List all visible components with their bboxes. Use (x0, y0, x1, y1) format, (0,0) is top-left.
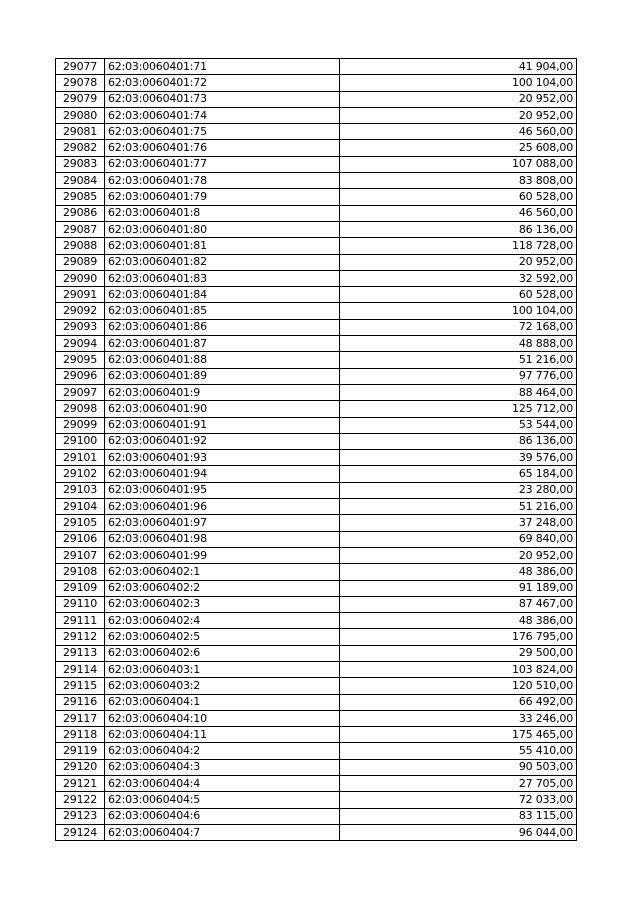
cadastral-number-cell: 62:03:0060401:78 (105, 173, 340, 189)
row-number-cell: 29108 (56, 564, 105, 580)
cadastral-number-cell: 62:03:0060401:93 (105, 450, 340, 466)
cadastral-number-cell: 62:03:0060401:87 (105, 336, 340, 352)
table-row (56, 384, 577, 400)
cadastral-number-cell: 62:03:0060402:3 (105, 596, 340, 612)
table-row (56, 287, 577, 303)
table-row (56, 221, 577, 237)
value-cell: 20 952,00 (340, 107, 577, 123)
row-number-cell: 29079 (56, 91, 105, 107)
table-row (56, 450, 577, 466)
row-number-cell: 29112 (56, 629, 105, 645)
table-row (56, 238, 577, 254)
value-cell: 91 189,00 (340, 580, 577, 596)
value-cell: 41 904,00 (340, 59, 577, 75)
cadastral-number-cell: 62:03:0060403:2 (105, 678, 340, 694)
row-number-cell: 29098 (56, 401, 105, 417)
row-number-cell: 29080 (56, 107, 105, 123)
value-cell: 83 115,00 (340, 808, 577, 824)
table-row (56, 776, 577, 792)
value-cell: 118 728,00 (340, 238, 577, 254)
table-row (56, 336, 577, 352)
table-body (56, 59, 577, 841)
cadastral-number-cell: 62:03:0060404:11 (105, 727, 340, 743)
row-number-cell: 29085 (56, 189, 105, 205)
value-cell: 20 952,00 (340, 547, 577, 563)
table-row (56, 678, 577, 694)
cadastral-number-cell: 62:03:0060401:82 (105, 254, 340, 270)
value-cell: 29 500,00 (340, 645, 577, 661)
table-row (56, 564, 577, 580)
value-cell: 48 386,00 (340, 613, 577, 629)
cadastral-number-cell: 62:03:0060401:80 (105, 221, 340, 237)
value-cell: 90 503,00 (340, 759, 577, 775)
cadastral-number-cell: 62:03:0060404:1 (105, 694, 340, 710)
table-row (56, 189, 577, 205)
row-number-cell: 29114 (56, 661, 105, 677)
cadastral-number-cell: 62:03:0060401:92 (105, 433, 340, 449)
value-cell: 120 510,00 (340, 678, 577, 694)
table-row (56, 466, 577, 482)
row-number-cell: 29120 (56, 759, 105, 775)
row-number-cell: 29081 (56, 124, 105, 140)
value-cell: 86 136,00 (340, 221, 577, 237)
table-row (56, 499, 577, 515)
row-number-cell: 29090 (56, 270, 105, 286)
value-cell: 103 824,00 (340, 661, 577, 677)
row-number-cell: 29101 (56, 450, 105, 466)
value-cell: 69 840,00 (340, 531, 577, 547)
table-row (56, 319, 577, 335)
value-cell: 20 952,00 (340, 254, 577, 270)
row-number-cell: 29091 (56, 287, 105, 303)
cadastral-number-cell: 62:03:0060401:71 (105, 59, 340, 75)
table-row (56, 580, 577, 596)
cadastral-number-cell: 62:03:0060404:6 (105, 808, 340, 824)
cadastral-number-cell: 62:03:0060401:77 (105, 156, 340, 172)
row-number-cell: 29077 (56, 59, 105, 75)
row-number-cell: 29092 (56, 303, 105, 319)
row-number-cell: 29123 (56, 808, 105, 824)
cadastral-number-cell: 62:03:0060401:72 (105, 75, 340, 91)
table-row (56, 613, 577, 629)
value-cell: 53 544,00 (340, 417, 577, 433)
table-row (56, 808, 577, 824)
row-number-cell: 29115 (56, 678, 105, 694)
row-number-cell: 29113 (56, 645, 105, 661)
row-number-cell: 29124 (56, 824, 105, 840)
row-number-cell: 29095 (56, 352, 105, 368)
value-cell: 60 528,00 (340, 189, 577, 205)
cadastral-number-cell: 62:03:0060401:95 (105, 482, 340, 498)
table-row (56, 824, 577, 840)
cadastral-number-cell: 62:03:0060401:75 (105, 124, 340, 140)
row-number-cell: 29110 (56, 596, 105, 612)
cadastral-number-cell: 62:03:0060402:2 (105, 580, 340, 596)
table-row (56, 645, 577, 661)
value-cell: 51 216,00 (340, 352, 577, 368)
cadastral-number-cell: 62:03:0060401:83 (105, 270, 340, 286)
table-row (56, 596, 577, 612)
table-row (56, 59, 577, 75)
cadastral-number-cell: 62:03:0060401:91 (105, 417, 340, 433)
table-row (56, 140, 577, 156)
value-cell: 51 216,00 (340, 499, 577, 515)
value-cell: 48 386,00 (340, 564, 577, 580)
table-row (56, 401, 577, 417)
row-number-cell: 29084 (56, 173, 105, 189)
table-row (56, 710, 577, 726)
row-number-cell: 29107 (56, 547, 105, 563)
row-number-cell: 29117 (56, 710, 105, 726)
cadastral-number-cell: 62:03:0060402:4 (105, 613, 340, 629)
value-cell: 100 104,00 (340, 75, 577, 91)
cadastral-number-cell: 62:03:0060401:8 (105, 205, 340, 221)
cadastral-number-cell: 62:03:0060402:5 (105, 629, 340, 645)
row-number-cell: 29106 (56, 531, 105, 547)
value-cell: 96 044,00 (340, 824, 577, 840)
cadastral-number-cell: 62:03:0060404:7 (105, 824, 340, 840)
value-cell: 83 808,00 (340, 173, 577, 189)
cadastral-number-cell: 62:03:0060401:84 (105, 287, 340, 303)
cadastral-number-cell: 62:03:0060404:3 (105, 759, 340, 775)
row-number-cell: 29088 (56, 238, 105, 254)
row-number-cell: 29105 (56, 515, 105, 531)
value-cell: 107 088,00 (340, 156, 577, 172)
value-cell: 46 560,00 (340, 205, 577, 221)
value-cell: 48 888,00 (340, 336, 577, 352)
value-cell: 97 776,00 (340, 368, 577, 384)
value-cell: 37 248,00 (340, 515, 577, 531)
row-number-cell: 29104 (56, 499, 105, 515)
row-number-cell: 29097 (56, 384, 105, 400)
table-row (56, 270, 577, 286)
row-number-cell: 29119 (56, 743, 105, 759)
cadastral-number-cell: 62:03:0060401:76 (105, 140, 340, 156)
row-number-cell: 29102 (56, 466, 105, 482)
cadastral-number-cell: 62:03:0060401:88 (105, 352, 340, 368)
table-row (56, 515, 577, 531)
value-cell: 176 795,00 (340, 629, 577, 645)
row-number-cell: 29122 (56, 792, 105, 808)
value-cell: 46 560,00 (340, 124, 577, 140)
row-number-cell: 29116 (56, 694, 105, 710)
table-row (56, 759, 577, 775)
table-row (56, 531, 577, 547)
row-number-cell: 29111 (56, 613, 105, 629)
table-row (56, 727, 577, 743)
table-row (56, 547, 577, 563)
value-cell: 33 246,00 (340, 710, 577, 726)
cadastral-number-cell: 62:03:0060401:85 (105, 303, 340, 319)
value-cell: 66 492,00 (340, 694, 577, 710)
table-row (56, 124, 577, 140)
table-row (56, 352, 577, 368)
row-number-cell: 29078 (56, 75, 105, 91)
cadastral-number-cell: 62:03:0060401:97 (105, 515, 340, 531)
value-cell: 25 608,00 (340, 140, 577, 156)
table-row (56, 91, 577, 107)
row-number-cell: 29099 (56, 417, 105, 433)
value-cell: 125 712,00 (340, 401, 577, 417)
cadastral-number-cell: 62:03:0060401:99 (105, 547, 340, 563)
cadastral-number-cell: 62:03:0060404:2 (105, 743, 340, 759)
value-cell: 27 705,00 (340, 776, 577, 792)
value-cell: 65 184,00 (340, 466, 577, 482)
value-cell: 72 168,00 (340, 319, 577, 335)
row-number-cell: 29082 (56, 140, 105, 156)
row-number-cell: 29094 (56, 336, 105, 352)
value-cell: 86 136,00 (340, 433, 577, 449)
row-number-cell: 29083 (56, 156, 105, 172)
table-row (56, 694, 577, 710)
table-row (56, 156, 577, 172)
table-row (56, 254, 577, 270)
value-cell: 39 576,00 (340, 450, 577, 466)
value-cell: 23 280,00 (340, 482, 577, 498)
value-cell: 60 528,00 (340, 287, 577, 303)
cadastral-number-cell: 62:03:0060401:89 (105, 368, 340, 384)
table-row (56, 482, 577, 498)
cadastral-number-cell: 62:03:0060401:94 (105, 466, 340, 482)
cadastral-number-cell: 62:03:0060402:1 (105, 564, 340, 580)
table-row (56, 107, 577, 123)
value-cell: 55 410,00 (340, 743, 577, 759)
value-cell: 100 104,00 (340, 303, 577, 319)
table-row (56, 368, 577, 384)
row-number-cell: 29100 (56, 433, 105, 449)
table-row (56, 75, 577, 91)
row-number-cell: 29086 (56, 205, 105, 221)
value-cell: 32 592,00 (340, 270, 577, 286)
cadastral-number-cell: 62:03:0060404:4 (105, 776, 340, 792)
cadastral-number-cell: 62:03:0060402:6 (105, 645, 340, 661)
table-row (56, 433, 577, 449)
table-row (56, 743, 577, 759)
table-row (56, 303, 577, 319)
value-cell: 72 033,00 (340, 792, 577, 808)
cadastral-number-cell: 62:03:0060401:74 (105, 107, 340, 123)
row-number-cell: 29087 (56, 221, 105, 237)
cadastral-number-cell: 62:03:0060404:10 (105, 710, 340, 726)
row-number-cell: 29096 (56, 368, 105, 384)
cadastral-number-cell: 62:03:0060401:81 (105, 238, 340, 254)
cadastral-number-cell: 62:03:0060401:98 (105, 531, 340, 547)
cadastral-number-cell: 62:03:0060401:90 (105, 401, 340, 417)
cadastral-number-cell: 62:03:0060401:79 (105, 189, 340, 205)
value-cell: 88 464,00 (340, 384, 577, 400)
table-row (56, 205, 577, 221)
cadastral-number-cell: 62:03:0060401:86 (105, 319, 340, 335)
cadastral-number-cell: 62:03:0060403:1 (105, 661, 340, 677)
table-row (56, 661, 577, 677)
table-row (56, 417, 577, 433)
data-table (55, 58, 577, 841)
value-cell: 87 467,00 (340, 596, 577, 612)
row-number-cell: 29109 (56, 580, 105, 596)
row-number-cell: 29103 (56, 482, 105, 498)
table-row (56, 173, 577, 189)
row-number-cell: 29118 (56, 727, 105, 743)
table-row (56, 792, 577, 808)
row-number-cell: 29121 (56, 776, 105, 792)
table-row (56, 629, 577, 645)
cadastral-number-cell: 62:03:0060404:5 (105, 792, 340, 808)
row-number-cell: 29089 (56, 254, 105, 270)
cadastral-number-cell: 62:03:0060401:96 (105, 499, 340, 515)
cadastral-number-cell: 62:03:0060401:73 (105, 91, 340, 107)
value-cell: 175 465,00 (340, 727, 577, 743)
cadastral-number-cell: 62:03:0060401:9 (105, 384, 340, 400)
row-number-cell: 29093 (56, 319, 105, 335)
value-cell: 20 952,00 (340, 91, 577, 107)
